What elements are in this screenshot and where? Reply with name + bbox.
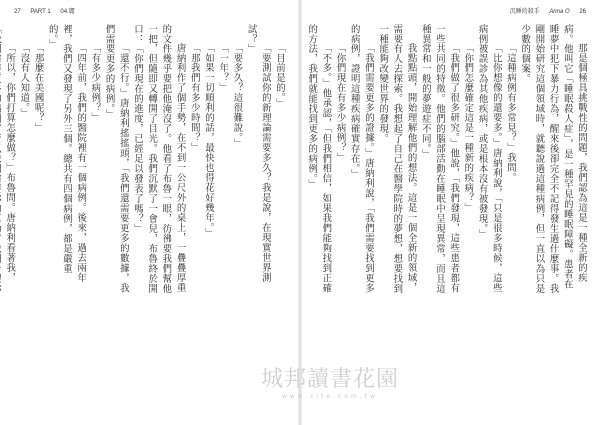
left-paragraph: 「要多久？這很難說。」 <box>231 42 243 148</box>
left-paragraph: 「那我們有多少時間？」 <box>188 42 200 153</box>
right-paragraph: 「不多。」他承認，「但我們相信，如果我們能夠找到正確的方法，我們就能找到更多的病例。」 <box>306 24 332 294</box>
left-paragraph: 「一年？」 <box>217 42 229 93</box>
right-paragraph: 「比你想像的還要多。」唐納利說，「只是很多時候，這些病例被誤診為其他疾病，或是根本沒有被發現。」 <box>476 24 502 294</box>
left-paragraph: 「沒有人知道。」 <box>18 42 30 119</box>
right-paragraph: 我點點頭，開始理解他們的想法。這是一個全新的領域，需要有人去探索。我想起了自己在醫學院時的夢想，想要找到一種能夠改變世界的發現。 <box>377 24 417 294</box>
right-page-header <box>502 6 586 18</box>
right-page-text <box>306 24 588 294</box>
left-paragraph: 唐納利作了個手勢，在不到一公尺外的桌上，一疊疊厚重的文件幾乎要把他淹沒了。他看了布魯一眼，彷彿要我們幫他一把，但隨即又轉開了目光。我們沉默了一會兒，布魯終於開口：「你們現在的進度，已經足以發表了嗎？」 <box>131 24 186 294</box>
left-paragraph: 「還不行。」唐納利搖搖頭，「我們還需要更多的數據，我們需要更多的病例。」 <box>103 24 129 294</box>
watermark-url: www.cite.com.tw <box>282 393 378 400</box>
right-paragraph: 「你們怎麼確定這是一種新的疾病？」 <box>462 42 474 213</box>
book-title: 沉睡的殺手 <box>509 9 540 15</box>
book-subtitle: Anna O <box>549 9 570 15</box>
left-paragraph: 「要測試你的新理論需要多久？我是說，在現實世界測試？」 <box>245 24 271 283</box>
left-page-number: 27 <box>14 9 21 15</box>
right-paragraph: 「我們做了很多研究。」他說，「我們發現，這些患者都有一些共同的特徵。他們的腦部活動在睡眠中呈現異常，而且這種異常和一般的夢遊症不同。」 <box>419 24 460 294</box>
left-paragraph: 「如果一切順利的話，最快也得花好幾年。」 <box>202 42 214 238</box>
right-paragraph: 「你們現在有多少病例？」 <box>334 42 346 163</box>
part-label: PART 1 <box>30 9 51 15</box>
left-page-header <box>14 6 83 18</box>
left-paragraph: 「目前是的。」 <box>274 42 285 109</box>
left-paragraph: 「那麼在美國呢？」 <box>32 42 44 133</box>
right-paragraph: 那是個極具挑戰性的問題，我們認為這是一種全新的疾病。他叫它「睡眠殺人症」，是一種罕見的睡眠障礙。患者在睡夢中犯下暴力行為，醒來後卻完全不記得發生過什麼事。我剛開始研究這個領域時，就聽說過這種病例，但一直以為只是少數的個案。 <box>519 24 587 294</box>
watermark-name: 城邦讀書花園 <box>260 367 399 392</box>
left-paragraph: 「四年前，我們的醫院裡有一個病例。後來，過去兩年裡，我們又發現了另外三個。總共有四個病例，都是嚴重的。」 <box>46 24 87 283</box>
right-page-number: 26 <box>579 9 586 15</box>
left-paragraph: 「所以，你們打算怎麼做？」布魯問。唐納利看著我， <box>4 42 16 283</box>
right-paragraph: 「這種病例有多常見？」我問。 <box>504 42 516 183</box>
left-paragraph: 「有多少病例？」 <box>89 42 101 123</box>
chapter-label: 04.麗 <box>60 9 75 15</box>
right-paragraph: 「我們需要更多的證據。」唐納利說，「我們需要找到更多的病例，證明這種疾病確實存在。」 <box>348 24 374 294</box>
publisher-watermark <box>230 362 430 400</box>
left-page-text <box>4 24 286 294</box>
